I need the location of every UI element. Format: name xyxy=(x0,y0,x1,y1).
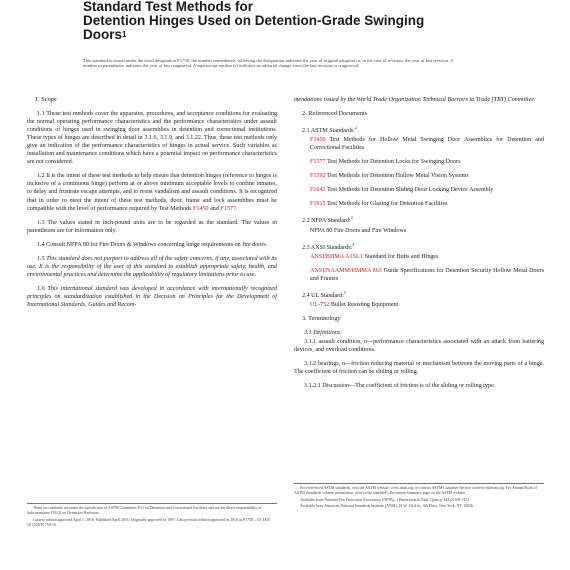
astm-reference-item: F1643 Test Methods for Detention Sliding Door Locking Device Assembly xyxy=(310,187,494,194)
astm-reference-list xyxy=(294,136,544,208)
nfpa-reference: NFPA 80 Fire Doors and Fire Windows xyxy=(310,227,407,234)
designation-note: This standard is issued under the fixed designation F1758; the number immediately following the designation indicates the year of original adoption or, in the case of revision, the year of last revision. A number in parentheses indicates the year of last reapproval. A superscript epsilon (ε) indicates an editorial change since the last revision or reapproval. xyxy=(83,58,454,69)
title-line-3: Doors$^1$ xyxy=(83,27,127,42)
ansi-reference-item: ANSI/NAAMM/HMMA 863 Guide Specifications for Detention Security Hollow Metal Doors and Frames xyxy=(310,267,544,282)
ansi-reference-list xyxy=(294,253,544,283)
para-1-2: 1.2 It is the intent of these test methods to help ensure that detention hinges (reference to hinges is inclusive of a continuous hinge) perform at or above minimum acceptable levels to confine inmates, to delay and frustrate escape attempts, and to resist vandalism and assault conditions. It is recognized that in order to meet the intent of these test methods, door, frame and lock assemblies must be compatible with the level of performance required by Test Methods F1450 and F1577. xyxy=(27,173,277,212)
astm-standards-label: 2.1 ASTM Standards:$^2$ xyxy=(302,125,357,135)
ref-link[interactable]: ANSI/NAAMM/HMMA 863 xyxy=(310,267,382,274)
left-footnotes xyxy=(27,503,277,529)
ref-link[interactable]: F1592 xyxy=(310,173,326,180)
scope-heading: 1. Scope xyxy=(35,96,57,103)
ref-link-f1450[interactable]: F1450 xyxy=(192,205,209,212)
def-3-1-2-1: 3.1.2.1 Discussion—The coefficient of friction is of the sliding or rolling type. xyxy=(304,383,496,390)
astm-reference-item: F1915 Test Methods for Glazing for Detention Facilities xyxy=(310,201,448,208)
footnote-edition: Current edition approved April 1, 2016. Published April 2016. Originally approved in 1997. Last previous edition approved in 2010 as F1758 – 10. DOI: 10.1520/F1758-16. xyxy=(27,517,271,527)
ref-link[interactable]: F1577 xyxy=(310,159,326,166)
footnote-1: These test methods are under the jurisdiction of ASTM Committee F33 on Detention and Correctional Facilities and are the direct responsibility of Subcommittee F33.02 on Detention Hardware. xyxy=(27,506,262,515)
ref-link-f1577[interactable]: F1577 xyxy=(220,205,236,212)
right-column xyxy=(294,96,544,396)
astm-reference-item: F1592 Test Methods for Detention Hollow Metal Vision Systems xyxy=(310,173,469,180)
astm-reference-item: F1450 Test Methods for Hollow Metal Swinging Door Assemblies for Detention and Correctional Facilities xyxy=(310,137,544,152)
terminology-heading: 3. Terminology xyxy=(302,314,341,322)
left-column xyxy=(27,96,277,315)
ref-link[interactable]: F1450 xyxy=(310,137,326,144)
ref-link-ul-752[interactable]: UL-752 xyxy=(310,301,330,308)
footnote-4: Available from American National Standards Institute (ANSI), 25 W. 43rd St., 4th Floor, New York, NY 10036. xyxy=(300,504,474,508)
ref-link[interactable]: F1643 xyxy=(310,187,326,194)
para-1-6: 1.6 This international standard was developed in accordance with internationally recognized principles on standardization established in the Decision on Principles for the Development of International Standards, Guides and Recom- xyxy=(27,285,277,308)
ref-link[interactable]: ANSI/BHMA A156.1 xyxy=(310,253,364,260)
para-1-6-continued: mendations issued by the World Trade Organization Technical Barriers to Trade (TBT) Committee. xyxy=(294,97,536,103)
def-3-1-2: 3.1.2 bearings, n—friction reducing material or mechanism between the moving parts of a hinge. The coefficient of friction can be sliding or rolling. xyxy=(294,361,544,376)
title-line-1: Standard Test Methods for xyxy=(83,0,254,14)
para-1-1: 1.1 These test methods cover the apparatus, procedures, and acceptance conditions for evaluating the normal operating performance characteristics and the performance characteristics under assault conditions of hinges used in swinging door assemblies in detention and correctional institutions. These types of hinges are described in detail in 3.1.6, 3.1.9, and 3.1.22. Thus, these test methods only give an indication of the performance characteristics of hinges in actual service. Such variables as installation and maintenance conditions which have a potential impact on performance characteristics are not considered. xyxy=(27,111,277,166)
definitions-label: 3.1 Definitions: xyxy=(304,329,343,336)
ansi-reference-item: ANSI/BHMA A156.1 Standard for Butts and Hinges xyxy=(310,253,439,260)
footnote-2: For referenced ASTM standards, visit the ASTM website, www.astm.org, or contact ASTM Customer Service at service@astm.org. For Annual Book of ASTM Standards volume information, refer to the standard's Document Summary page on the ASTM website. xyxy=(294,486,538,495)
para-1-3: 1.3 The values stated in inch-pound units are to be regarded as the standard. The values in parentheses are for information only. xyxy=(27,219,277,234)
nfpa-standard-label: 2.2 NFPA Standard:$^3$ xyxy=(302,215,353,225)
def-3-1-1: 3.1.1 assault condition, n—performance characteristics associated with an attack from battering devices, and overload conditions. xyxy=(294,339,544,354)
ref-link[interactable]: F1915 xyxy=(310,201,326,208)
astm-reference-item: F1577 Test Methods for Detention Locks for Swinging Doors xyxy=(310,159,461,166)
ul-reference: UL-752 Bullet Resisting Equipment xyxy=(310,301,399,308)
document-title xyxy=(83,0,543,42)
title-line-2: Detention Hinges Used on Detention-Grade Swinging xyxy=(83,13,425,28)
para-1-4: 1.4 Consult NFPA 80 for Fire Doors & Windows concerning hinge requirements on fire doors. xyxy=(37,241,268,248)
footnote-3: Available from National Fire Protection Association (NFPA), 1 Batterymarch Park, Quincy, MA 02169-7471. xyxy=(300,497,471,502)
ul-standard-label: 2.4 UL Standard:$^5$ xyxy=(302,289,346,299)
para-1-5: 1.5 This standard does not purport to address all of the safety concerns, if any, associated with its use. It is the responsibility of the user of this standard to establish appropriate safety, health, and environmental practices and determine the applicability of regulatory limitations prior to use. xyxy=(27,255,277,278)
referenced-documents-heading: 2. Referenced Documents xyxy=(302,110,368,118)
title-footnote-marker: 1 xyxy=(122,30,127,39)
ansi-standards-label: 2.3 ANSI Standards:$^4$ xyxy=(302,241,355,251)
right-footnotes xyxy=(294,483,544,511)
